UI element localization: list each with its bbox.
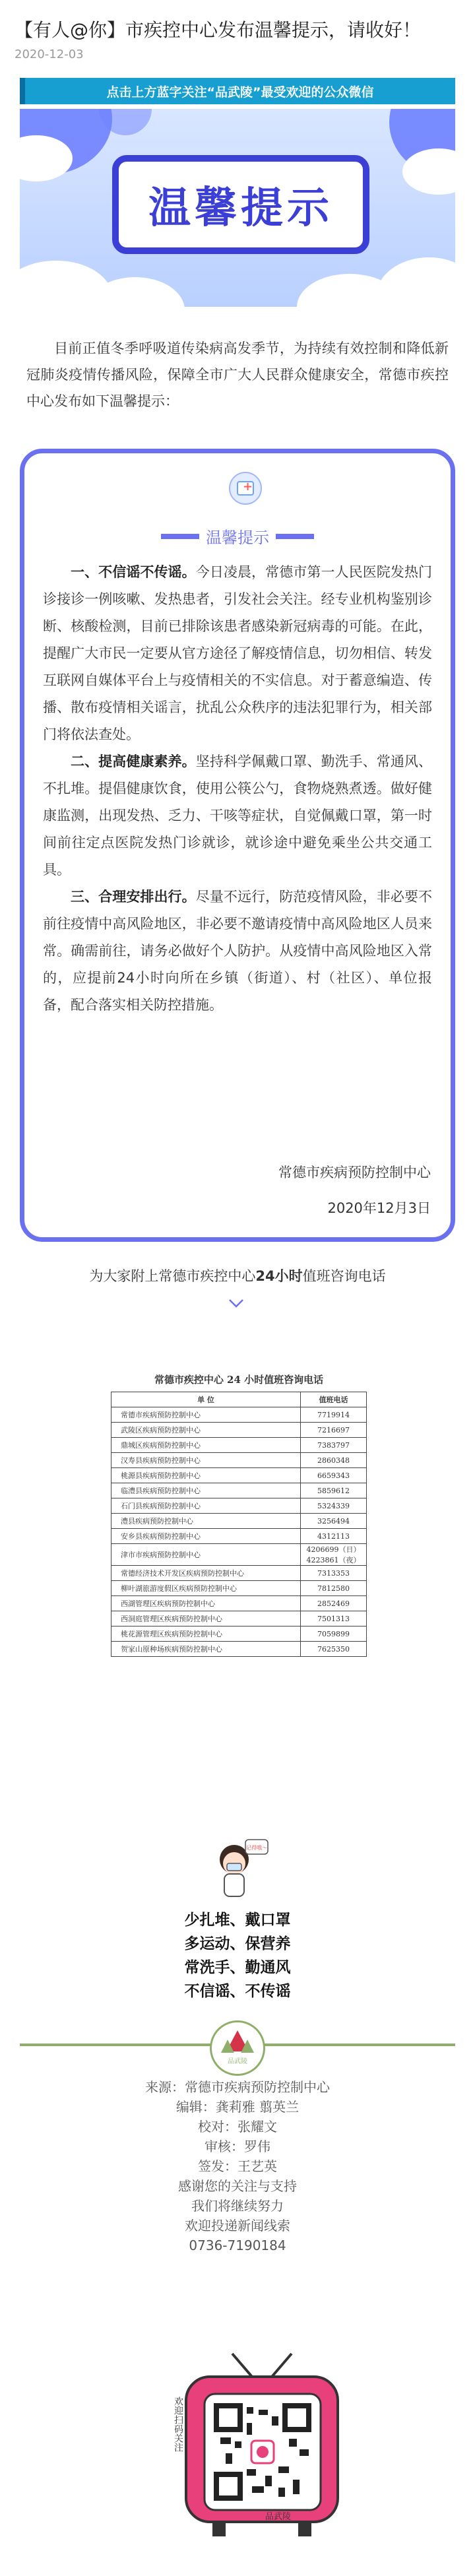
table-row xyxy=(111,1626,367,1642)
notice-point-3 xyxy=(43,884,432,1019)
table-row xyxy=(111,1544,367,1566)
table-cell-unit: 汉寿县疾病预防控制中心 xyxy=(111,1453,301,1468)
hotline-prefix: 为大家附上常德市疾控中心 xyxy=(89,1268,256,1284)
notice-label-text: 温馨提示 xyxy=(206,529,269,547)
table-row xyxy=(111,1423,367,1438)
table-row xyxy=(111,1407,367,1423)
table-cell-phone: 7719914 xyxy=(301,1407,367,1423)
table-cell-phone: 7313353 xyxy=(301,1566,367,1581)
credit-line: 我们将继续努力 xyxy=(191,2198,284,2214)
notice-point-2 xyxy=(43,748,432,884)
table-cell-phone: 5859612 xyxy=(301,1483,367,1498)
logo-icon xyxy=(214,2025,261,2071)
table-cell-unit: 桃源县疾病预防控制中心 xyxy=(111,1468,301,1483)
publish-date: 2020-12-03 xyxy=(15,48,84,61)
table-row xyxy=(111,1566,367,1581)
table-cell-phone: 7383797 xyxy=(301,1438,367,1453)
table-row xyxy=(111,1642,367,1657)
table-title: 常德市疾控中心 24 小时值班咨询电话 xyxy=(154,1374,324,1386)
qr-badge-text: 品武陵 xyxy=(265,2512,292,2522)
notice-label xyxy=(24,525,451,548)
table-cell-unit: 西洞庭管理区疾病预防控制中心 xyxy=(111,1611,301,1626)
qr-code-tv[interactable] xyxy=(173,2350,351,2542)
slogan: 常洗手、勤通风 xyxy=(184,1959,291,1976)
follow-banner[interactable]: 点击上方蓝字关注“品武陵”最受欢迎的公众微信 xyxy=(20,78,455,104)
point-2-heading: 二、提高健康素养。 xyxy=(71,754,196,769)
table-cell-unit: 常德经济技术开发区疾病预防控制中心 xyxy=(111,1566,301,1581)
banner-card xyxy=(112,155,369,254)
banner-title: 温馨提示 xyxy=(148,184,333,233)
table-cell-unit: 贺家山原种场疾病预防控制中心 xyxy=(111,1642,301,1657)
table-row xyxy=(111,1611,367,1626)
table-cell-unit: 桃花源管理区疾病预防控制中心 xyxy=(111,1626,301,1642)
credit-line: 0736-7190184 xyxy=(189,2238,286,2253)
table-cell-phone: 7625350 xyxy=(301,1642,367,1657)
point-1-heading: 一、不信谣不传谣。 xyxy=(71,564,196,580)
medical-kit-icon xyxy=(229,472,262,505)
nurse-bubble-text: 记得哦～ xyxy=(246,1845,267,1851)
intro-paragraph: 目前正值冬季呼吸道传染病高发季节，为持续有效控制和降低新冠肺炎疫情传播风险，保障全市广大人民群众健康安全，常德市疾控中心发布如下温馨提示： xyxy=(26,340,449,409)
table-cell-phone: 4312113 xyxy=(301,1529,367,1544)
logo-text: 品武陵 xyxy=(228,2058,247,2065)
hotline-highlight: 24小时 xyxy=(255,1268,303,1284)
table-cell-phone: 7812580 xyxy=(301,1581,367,1596)
hero-banner xyxy=(20,109,455,307)
table-header: 单 位 xyxy=(111,1392,301,1407)
notice-card xyxy=(20,449,455,1242)
hotline-table-image xyxy=(111,1372,367,1657)
table-header-row xyxy=(111,1392,367,1407)
table-row xyxy=(111,1453,367,1468)
chevron-down-icon xyxy=(227,1295,245,1313)
table-cell-unit: 鼎城区疾病预防控制中心 xyxy=(111,1438,301,1453)
table-cell-phone: 6659343 xyxy=(301,1468,367,1483)
table-cell-unit: 石门县疾病预防控制中心 xyxy=(111,1498,301,1514)
cloud-icon xyxy=(376,257,455,307)
signature: 常德市疾病预防控制中心 xyxy=(278,1165,431,1180)
hotline-suffix: 值班咨询电话 xyxy=(302,1268,386,1284)
table-row xyxy=(111,1529,367,1544)
table-row xyxy=(111,1581,367,1596)
label-bar-left xyxy=(161,534,199,539)
slogan: 不信谣、不传谣 xyxy=(184,1983,291,2000)
signature-date: 2020年12月3日 xyxy=(327,1200,431,1216)
table-cell-phone: 3256494 xyxy=(301,1514,367,1529)
table-cell-phone: 7059899 xyxy=(301,1626,367,1642)
table-cell-phone: 2860348 xyxy=(301,1453,367,1468)
credit-line: 来源：常德市疾病预防控制中心 xyxy=(145,2079,330,2095)
table-row xyxy=(111,1438,367,1453)
table-cell-unit: 安乡县疾病预防控制中心 xyxy=(111,1529,301,1544)
point-1-text: 今日凌晨，常德市第一人民医院发热门诊接诊一例咳嗽、发热患者，引发社会关注。经专业机构鉴别诊断、核酸检测，目前已排除该患者感染新冠病毒的可能。在此，提醒广大市民一定要从官方途径了解疫情信息，切勿相信、转发互联网自媒体平台上与疫情相关的不实信息。对于蓄意编造、传播、散布疫情相关谣言，扰乱公众秩序的违法犯罪行为，相关部门将依法查处。 xyxy=(43,564,433,742)
slogan-list xyxy=(0,1908,475,2003)
hotline-intro xyxy=(0,1266,475,1285)
table-cell-unit: 西湖管理区疾病预防控制中心 xyxy=(111,1596,301,1611)
table-cell-phone: 4206699（日） 4223861（夜） xyxy=(301,1544,367,1566)
table-cell-phone: 7501313 xyxy=(301,1611,367,1626)
article-title: 【有人@你】市疾控中心发布温馨提示，请收好！ xyxy=(15,19,422,41)
table-cell-unit: 澧县疾病预防控制中心 xyxy=(111,1514,301,1529)
credit-line: 校对：张耀文 xyxy=(198,2119,277,2135)
label-bar-right xyxy=(276,534,314,539)
point-3-text: 尽量不远行，防范疫情风险，非必要不前往疫情中高风险地区，非必要不邀请疫情中高风险地区人员来常。确需前往，请务必做好个人防护。从疫情中高风险地区入常的，应提前24小时向所在乡镇（街道）、村（社区）、单位报备，配合落实相关防控措施。 xyxy=(43,889,433,1013)
table-cell-unit: 临澧县疾病预防控制中心 xyxy=(111,1483,301,1498)
credit-line: 审核：罗伟 xyxy=(205,2139,270,2154)
table-row xyxy=(111,1483,367,1498)
table-row xyxy=(111,1498,367,1514)
table-cell-unit: 柳叶湖旅游度假区疾病预防控制中心 xyxy=(111,1581,301,1596)
credit-line: 编辑：龚莉雅 翦英兰 xyxy=(175,2099,300,2115)
nurse-illustration xyxy=(205,1833,270,1899)
table-cell-phone: 5324339 xyxy=(301,1498,367,1514)
table-row xyxy=(111,1596,367,1611)
credits xyxy=(0,2077,475,2255)
notice-point-1 xyxy=(43,559,432,748)
credit-line: 感谢您的关注与支持 xyxy=(178,2178,297,2194)
table-row xyxy=(111,1514,367,1529)
table-cell-phone: 7216697 xyxy=(301,1423,367,1438)
table-cell-unit: 常德市疾病预防控制中心 xyxy=(111,1407,301,1423)
point-2-text: 坚持科学佩戴口罩、勤洗手、常通风、不扎堆。提倡健康饮食，使用公筷公勺，食物烧熟煮透。做好健康监测，出现发热、乏力、干咳等症状，自觉佩戴口罩，第一时间前往定点医院发热门诊就诊，就诊途中避免乘坐公共交通工具。 xyxy=(43,754,433,878)
table-cell-phone: 2852469 xyxy=(301,1596,367,1611)
table-cell-unit: 津市市疾病预防控制中心 xyxy=(111,1544,301,1566)
credit-line: 欢迎投递新闻线索 xyxy=(185,2218,290,2234)
slogan: 少扎堆、戴口罩 xyxy=(184,1912,291,1929)
slogan: 多运动、保营养 xyxy=(184,1935,291,1952)
notice-body xyxy=(43,559,432,1019)
hotline-table xyxy=(111,1392,367,1657)
point-3-heading: 三、合理安排出行。 xyxy=(71,889,196,905)
qr-side-text: 欢迎扫码关注 xyxy=(173,2397,183,2452)
table-row xyxy=(111,1468,367,1483)
table-header: 值班电话 xyxy=(301,1392,367,1407)
table-cell-unit: 武陵区疾病预防控制中心 xyxy=(111,1423,301,1438)
brand-logo xyxy=(210,2020,265,2076)
credit-line: 签发：王艺英 xyxy=(198,2158,277,2174)
